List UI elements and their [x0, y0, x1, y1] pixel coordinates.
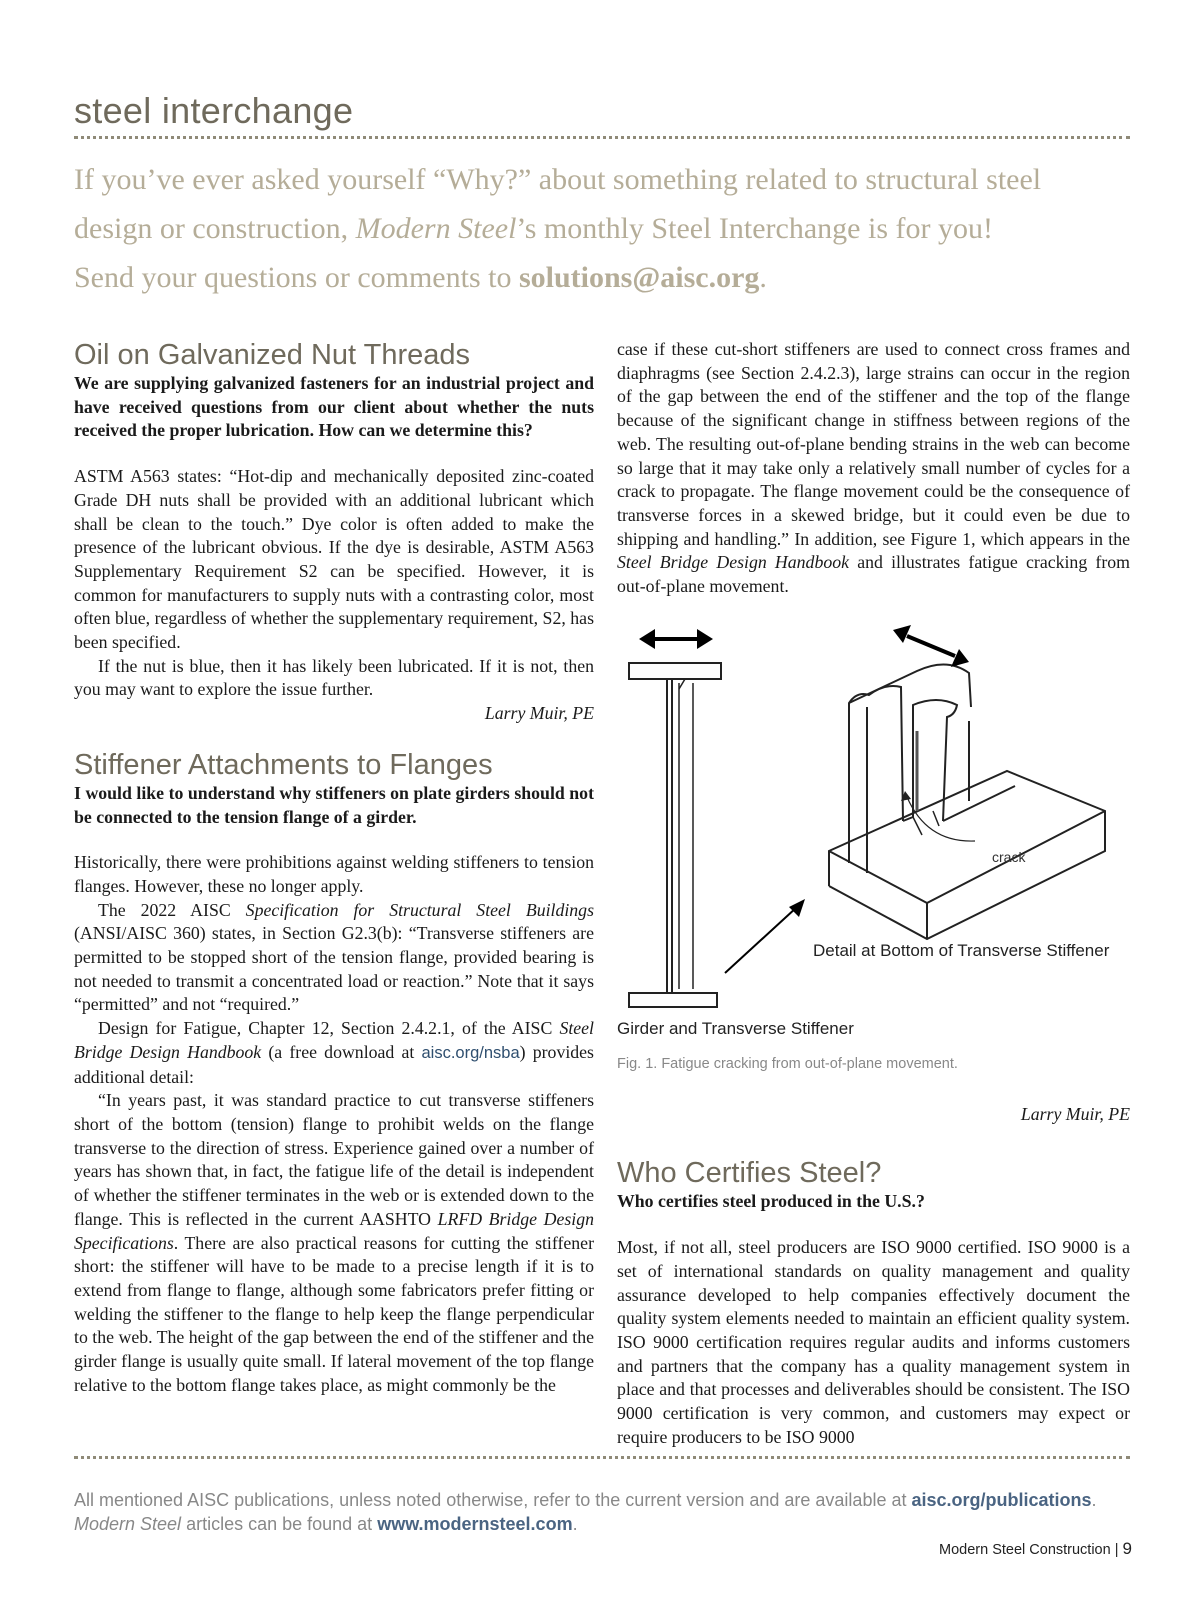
article-title-oil: Oil on Galvanized Nut Threads — [74, 339, 471, 371]
figure-caption: Fig. 1. Fatigue cracking from out-of-plane movement. — [617, 1055, 958, 1072]
footer-divider — [74, 1456, 1130, 1459]
bottom-flange-3d — [829, 771, 1105, 939]
figure-1 — [617, 621, 1130, 1081]
bottom-flange — [629, 993, 717, 1007]
footer-note — [74, 1488, 1134, 1536]
modernsteel-link[interactable]: www.modernsteel.com — [377, 1514, 573, 1534]
arrow-head-up-icon — [893, 625, 911, 643]
fatigue-diagram — [617, 621, 1130, 1081]
publication-name: Modern Steel Construction — [939, 1542, 1111, 1558]
arrow-head-right-icon — [697, 629, 713, 649]
intro-line-2: design or construction, Modern Steel’s monthly Steel Interchange is for you! — [74, 212, 993, 245]
footer-note-line-1: All mentioned AISC publications, unless noted otherwise, refer to the current version and are available at aisc.org/publications. — [74, 1490, 1097, 1510]
web-3d — [849, 686, 903, 863]
publications-link[interactable]: aisc.org/publications — [911, 1490, 1092, 1510]
footer-note-line-2: Modern Steel articles can be found at www.modernsteel.com. — [74, 1514, 578, 1534]
top-flange — [629, 663, 721, 679]
stiffener-3d — [903, 700, 957, 821]
article-paragraph: Design for Fatigue, Chapter 12, Section 2.4.2.1, of the AISC Steel Bridge Design Handbook (a free download at aisc.org/nsba) provides additional detail: — [74, 1018, 594, 1087]
author-signature: Larry Muir, PE — [484, 703, 594, 724]
article-title-certifies: Who Certifies Steel? — [617, 1157, 882, 1190]
intro-line-1: If you’ve ever asked yourself “Why?” about something related to structural steel — [74, 163, 1042, 196]
article-question-stiffener: I would like to understand why stiffeners on plate girders should not be connected to the tension flange of a girder. — [74, 782, 594, 827]
page-number: 9 — [1122, 1539, 1132, 1558]
article-question-certifies: Who certifies steel produced in the U.S.? — [617, 1191, 925, 1212]
figure-label-detail: Detail at Bottom of Transverse Stiffener — [813, 940, 1110, 960]
article-paragraph: Most, if not all, steel producers are ISO 9000 certified. ISO 9000 is a set of international standards on quality management and quality assurance developed to help companies effectively document the quality system elements needed to maintain an efficient quality system. ISO 9000 certification requires regular audits and informs customers and partners that the company has a quality management system in place and that processes and deliverables should be consistent. The ISO 9000 certification is very common, and customers may expect or require producers to be ISO 9000 — [617, 1237, 1130, 1447]
intro-text — [74, 155, 1130, 302]
page-footer — [939, 1539, 1132, 1559]
footer-separator: | — [1114, 1542, 1119, 1558]
header-divider — [74, 136, 1130, 139]
figure-label-girder: Girder and Transverse Stiffener — [617, 1018, 854, 1038]
figure-label-crack: crack — [992, 848, 1026, 865]
article-paragraph: The 2022 AISC Specification for Structural Steel Buildings (ANSI/AISC 360) states, in Section G2.3(b): “Transverse stiffeners are permitted to be stopped short of the tension flange, provided bearing is not needed to transmit a concentrated load or reaction.” Note that it says “permitted” and not “required.” — [74, 899, 594, 1015]
article-paragraph: case if these cut-short stiffeners are used to connect cross frames and diaphragms (see Section 2.4.2.3), large strains can occur in the region of the gap between the end of the stiffener and the top of the flange because of the significant change in stiffness between regions of the web. The resulting out-of-plane bending strains in the web can become so large that it may take only a relatively small number of cycles for a crack to propagate. The flange movement could be the consequence of transverse forces in a skewed bridge, but it could even be due to shipping and handling.” In addition, see Figure 1, which appears in the Steel Bridge Design Handbook and illustrates fatigue cracking from out-of-plane movement. — [617, 339, 1130, 597]
left-column — [74, 338, 594, 1397]
email-link[interactable]: solutions@aisc.org — [518, 261, 760, 294]
article-question-oil: We are supplying galvanized fasteners for an industrial project and have received questions from our client about whether the nuts received the proper lubrication. How can we determine this? — [74, 373, 594, 441]
pointer-arrow-icon — [789, 899, 805, 917]
nsba-link[interactable]: aisc.org/nsba — [421, 1043, 520, 1062]
arrow-head-left-icon — [639, 629, 655, 649]
article-title-stiffener: Stiffener Attachments to Flanges — [74, 748, 493, 781]
article-paragraph: If the nut is blue, then it has likely been lubricated. If it is not, then you may want to explore the issue further. — [74, 655, 594, 700]
article-paragraph: Historically, there were prohibitions against welding stiffeners to tension flanges. However, these no longer apply. — [74, 852, 594, 896]
arrow-head-down-icon — [951, 649, 969, 667]
section-title: steel interchange — [74, 90, 354, 131]
author-signature: Larry Muir, PE — [1020, 1103, 1130, 1124]
right-column — [617, 338, 1130, 1449]
intro-line-3: Send your questions or comments to solutions@aisc.org. — [74, 261, 767, 294]
article-paragraph: ASTM A563 states: “Hot-dip and mechanically deposited zinc-coated Grade DH nuts shall be provided with an additional lubricant which shall be clean to the touch.” Dye color is often added to make the presence of the lubricant obvious. If the dye is desirable, ASTM A563 Supplementary Requirement S2 can be specified. However, it is common for manufacturers to supply nuts with a contrasting color, most often blue, regardless of whether the supplementary requirement, S2, has been specified. — [74, 466, 594, 653]
article-paragraph: “In years past, it was standard practice to cut transverse stiffeners short of the bottom (tension) flange to prohibit welds on the flange transverse to the direction of stress. Experience gained over a number of years has shown that, in fact, the fatigue life of the detail is independent of whether the stiffener terminates in the web or is extended down to the flange. This is reflected in the current AASHTO LRFD Bridge Design Specifications. There are also practical reasons for cutting the stiffener short: the stiffener will have to be made to a precise length if it is to extend from flange to flange, although some fabricators prefer fitting or welding the stiffener to the flange to help keep the flange perpendicular to the web. The height of the gap between the end of the stiffener and the girder flange is usually quite small. If lateral movement of the top flange relative to the bottom flange takes place, as might commonly be the — [74, 1090, 595, 1395]
